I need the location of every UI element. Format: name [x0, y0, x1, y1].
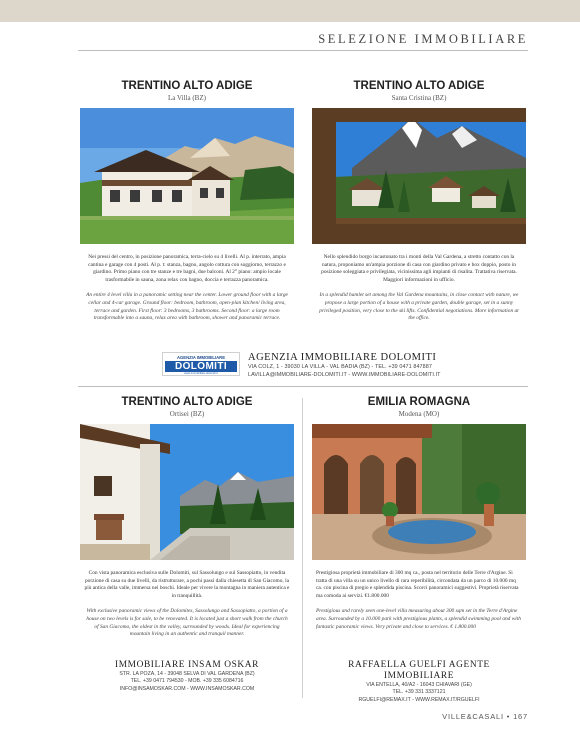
listing-modena	[312, 396, 526, 631]
listing-description-it: Con vista panoramica esclusiva sulle Dolomiti, sul Sassolungo e sul Sassopiatto, in vendita porzione di casa su due livelli, da ristrutturare, a pochi passi dalla chiesetta di San Giacomo, la più antica della valle, immersa nei boschi. Ideale per vivere la montagna in maniera autentica e in tranquillità.	[84, 570, 290, 599]
listing-description-en: Prestigious and rarely seen one-level villa measuring about 300 sqm set in the Terre d'Argine area. Surrounded by a 10.000 park with prestigious plants, a splendid swimming pool and with fantastic panoramic views. Very private and close to services. € 1.800.000	[316, 608, 521, 630]
listing-region: TRENTINO ALTO ADIGE	[121, 80, 253, 92]
listing-ortisei	[80, 396, 294, 639]
agency-guelfi	[312, 660, 526, 704]
logo-url-text: www.immobiliare-dolomiti.it	[184, 371, 218, 375]
listing-town: Ortisei (BZ)	[169, 410, 205, 418]
listing-photo	[312, 424, 526, 560]
listing-description-en: In a splendid hamlet set among the Val Gardena mountains, in close contact with nature, we propose a large portion of a house with a private garden, double garage, set in a sunny privileged position, very close to the ski lifts. Confidential negotiations. More information at the office.	[319, 292, 519, 322]
agency-name: IMMOBILIARE INSAM OSKAR	[114, 660, 259, 670]
listing-town: Modena (MO)	[398, 410, 440, 418]
agency-address: STR. LA POZA, 14 - 39048 SELVA DI VAL GARDENA (BZ)	[119, 671, 255, 677]
listing-photo	[80, 108, 294, 244]
listing-region: EMILIA ROMAGNA	[367, 396, 471, 408]
top-band	[0, 0, 580, 22]
agency-contacts: INFO@INSAMOSKAR.COM - WWW.INSAMOSKAR.COM	[119, 685, 255, 692]
agency-phone: TEL. +39 331 3337121	[392, 689, 446, 696]
agency-name: AGENZIA IMMOBILIARE DOLOMITI	[248, 352, 437, 363]
agency-dolomiti-logo	[162, 352, 240, 376]
listing-description-it: Nei pressi del centro, in posizione panoramica, terra-cielo su 4 livelli. Al p. interrato, ampia cantina e garage con 4 posti. Al p. t: stanza, bagno, angolo cottura con soggiorno, terrazzo e giardino. Primo piano con tre stanze e tre bagni, due balconi. Al 2° piano: ampio locale trasformabile in sauna, zona relax con bagno, doccia e terrazza panoramica.	[88, 254, 286, 283]
header-rule	[78, 50, 528, 51]
listing-town: Santa Cristina (BZ)	[391, 94, 447, 102]
listing-santa-cristina	[312, 80, 526, 323]
listing-description-it: Prestigiosa proprietà immobiliare di 300 mq ca., posta nel territorio delle Terre d'Argine. Si tratta di una villa su un unico livello di rara reperibilità, circondata da un parco di 10.000 mq ca. con piscina di pregio e splendida piscina. Scorci panoramici suggestivi. Proprietà riservata ma comoda ai servizi. €1.800.000	[316, 570, 519, 599]
section-title: SELEZIONE IMMOBILIARE	[318, 32, 528, 46]
agency-contacts: LAVILLA@IMMOBILIARE-DOLOMITI.IT - WWW.IMMOBILIARE-DOLOMITI.IT	[248, 371, 441, 378]
listing-description-en: With exclusive panoramic views of the Dolomites, Sassolungo and Sassopiatto, a portion of a house on two levels is for sale, to be renovated. It is located just a short walk from the church of San Giacomo, the oldest in the valley, surrounded by woods. Ideal for experiencing mountain living in an authentic and tranquil manner.	[86, 608, 288, 638]
agency-phone: TEL. +39 0471 794530 - MOB. +39 335 6084716	[130, 678, 244, 685]
listing-description-en: An entire 4 level villa in a panoramic setting near the center. Lower ground floor with a large cellar and 4-car garage. Ground floor: bedroom, bathroom, open-plan kitchen/ living area, terrace and garden. First floor: 3 bedrooms, 3 bathrooms. Second floor: a large room transformable into a sauna, relax area with bathroom, shower and panoramic terrace.	[86, 292, 288, 322]
agency-address: VIA ENTELLA, 40/A2 - 16043 CHIAVARI (GE)	[366, 682, 472, 688]
agency-address: VIA COLZ, 1 - 39030 LA VILLA - VAL BADIA (BZ) - TEL. +39 0471 847887	[248, 364, 432, 370]
listing-town: La Villa (BZ)	[168, 94, 206, 102]
column-divider	[302, 398, 303, 698]
agency-dolomiti	[162, 352, 482, 380]
listing-photo	[312, 108, 526, 244]
listing-photo	[80, 424, 294, 560]
agency-insam	[80, 660, 294, 693]
agency-contacts: RGUELFI@REMAX.IT - WWW.REMAX.IT/RGUELFI	[358, 696, 480, 703]
middle-rule	[78, 386, 528, 387]
logo-main-text: DOLOMITI	[165, 361, 237, 372]
logo-top-text: AGENZIA IMMOBILIARE	[165, 355, 237, 361]
listing-description-it: Nello splendido borgo incastonato tra i monti della Val Gardena, a stretto contatto con la natura, proponiamo un'ampia porzione di casa con giardino privato e box doppio, posto in posizione soleggiata e privilegiata, vicinissima agli impianti di risalita. Trattativa riservata. Maggiori informazioni in ufficio.	[321, 254, 517, 283]
agency-name: RAFFAELLA GUELFI AGENTE IMMOBILIARE	[348, 660, 490, 681]
page-footer: VILLE&CASALI • 167	[442, 712, 528, 721]
listing-region: TRENTINO ALTO ADIGE	[121, 396, 253, 408]
listing-la-villa	[80, 80, 294, 323]
agency-dolomiti-info	[248, 352, 478, 379]
listing-region: TRENTINO ALTO ADIGE	[353, 80, 485, 92]
